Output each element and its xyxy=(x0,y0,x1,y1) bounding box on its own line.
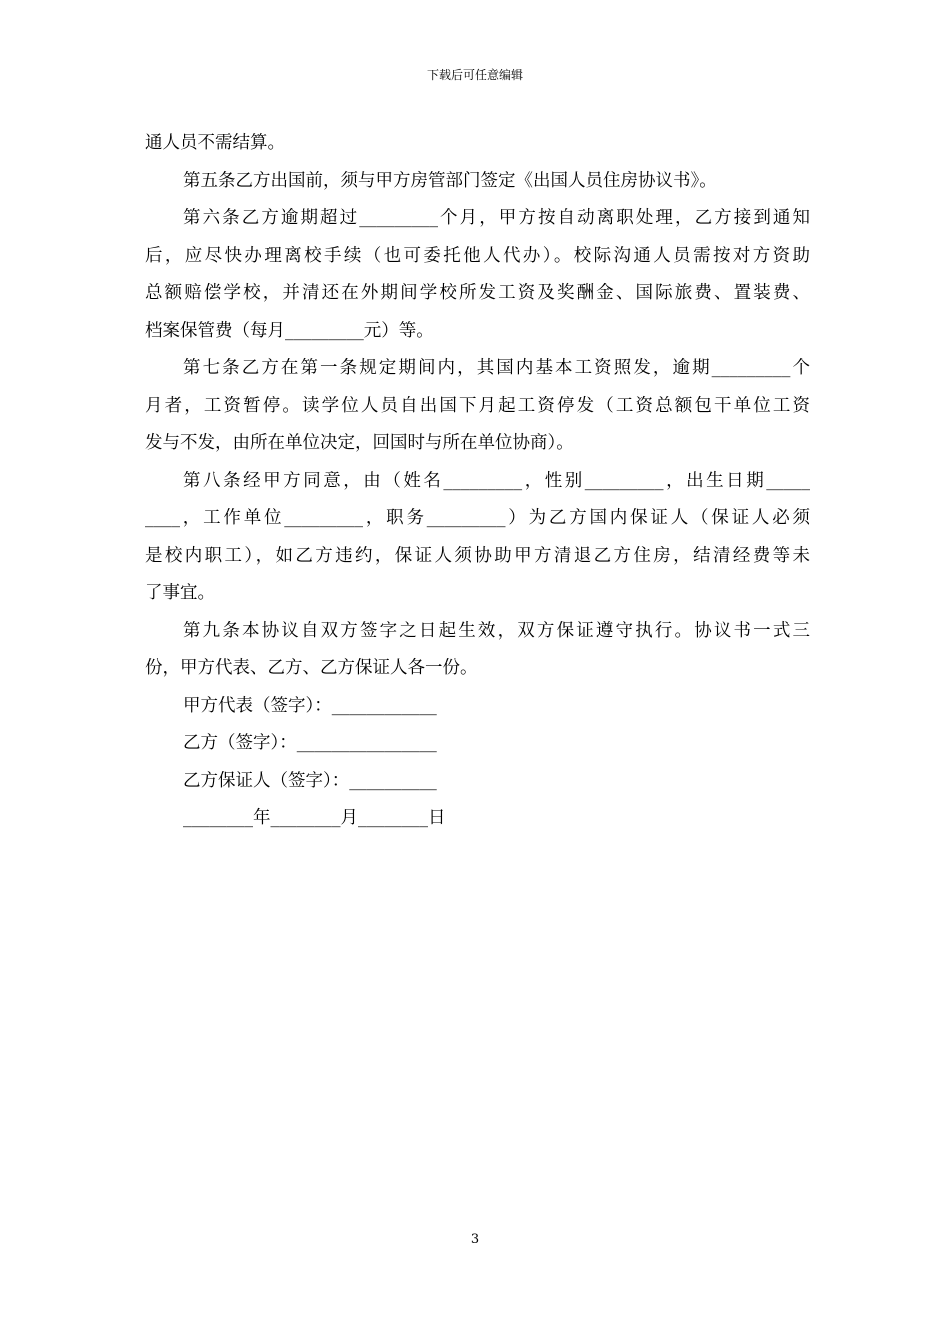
page-header: 下载后可任意编辑 xyxy=(426,68,523,82)
paragraph-line: 总额赔偿学校，并清还在外期间学校所发工资及奖酬金、国际旅费、置装费、 xyxy=(145,283,810,303)
paragraph-line: 是校内职工），如乙方违约，保证人须协助甲方清退乙方住房，结清经费等未 xyxy=(145,545,810,566)
paragraph-line: 了事宜。 xyxy=(145,583,215,603)
date-line: ________年________月________日 xyxy=(183,808,446,828)
document-body xyxy=(145,125,810,838)
page-number: 3 xyxy=(470,1232,480,1247)
clause-6-line: 第六条乙方逾期超过_________个月，甲方按自动离职处理，乙方接到通知 xyxy=(183,208,810,228)
paragraph-line: 发与不发，由所在单位决定，回国时与所在单位协商）。 xyxy=(145,433,574,453)
paragraph-line: 份，甲方代表、乙方、乙方保证人各一份。 xyxy=(145,658,478,678)
clause-5-line: 第五条乙方出国前，须与甲方房管部门签定《出国人员住房协议书》。 xyxy=(183,170,717,191)
paragraph-line: 档案保管费（每月_________元）等。 xyxy=(145,320,434,341)
paragraph-line: ____，工作单位_________，职务_________）为乙方国内保证人（保证人必须 xyxy=(145,508,810,528)
paragraph-line: 通人员不需结算。 xyxy=(145,133,285,153)
clause-9-line: 第九条本协议自双方签字之日起生效，双方保证遵守执行。协议书一式三 xyxy=(183,620,810,641)
paragraph-line: 后，应尽快办理离校手续（也可委托他人代办）。校际沟通人员需按对方资助 xyxy=(145,245,810,266)
party-a-signature-line: 甲方代表（签字）：____________ xyxy=(183,695,437,716)
clause-8-line: 第八条经甲方同意，由（姓名_________，性别_________，出生日期_____ xyxy=(183,470,810,491)
guarantor-signature-line: 乙方保证人（签字）：__________ xyxy=(183,770,437,791)
party-b-signature-line: 乙方（签字）：________________ xyxy=(183,733,437,753)
paragraph-line: 月者，工资暂停。读学位人员自出国下月起工资停发（工资总额包干单位工资 xyxy=(145,395,810,416)
clause-7-line: 第七条乙方在第一条规定期间内，其国内基本工资照发，逾期_________个 xyxy=(183,358,810,378)
